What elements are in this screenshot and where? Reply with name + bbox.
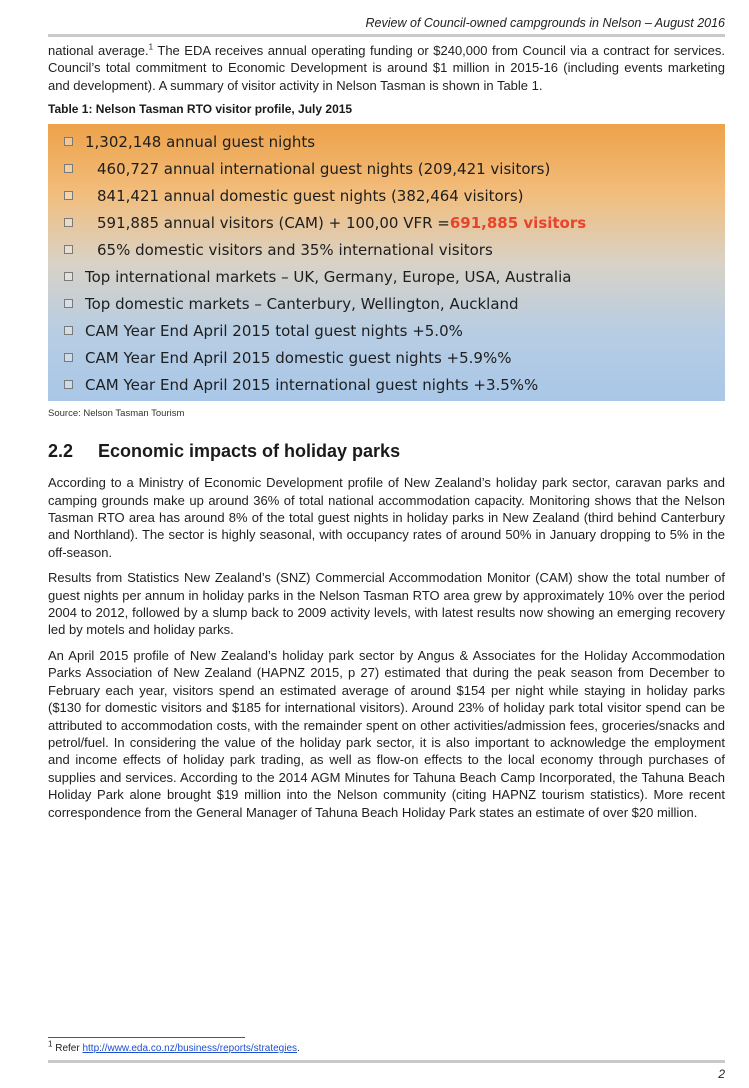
section-title: Economic impacts of holiday parks [98,441,401,462]
page-number: 2 [718,1067,725,1081]
footnote-divider [48,1037,245,1038]
square-bullet-icon [64,326,73,335]
square-bullet-icon [64,299,73,308]
profile-item-text: 65% domestic visitors and 35% international visitors [97,240,493,259]
footnote-number: 1 [48,1039,53,1049]
profile-item [64,155,725,182]
profile-item [64,344,725,371]
page-content [48,42,725,829]
profile-item [64,128,725,155]
square-bullet-icon [64,191,73,200]
square-bullet-icon [64,218,73,227]
profile-item-highlight: 691,885 visitors [449,213,587,232]
square-bullet-icon [64,272,73,281]
profile-item [64,317,725,344]
body-paragraph: Results from Statistics New Zealand’s (SNZ) Commercial Accommodation Monitor (CAM) show the total number of guest nights per annum in holiday parks in the Nelson Tasman RTO area grew by approximately 10% over the period 2004 to 2012, followed by a slump back to 2009 activity levels, with latest results now showing an emerging recovery led by motels and holiday parks. [48,570,725,638]
square-bullet-icon [64,353,73,362]
profile-item [64,209,725,236]
body-paragraph: An April 2015 profile of New Zealand’s holiday park sector by Angus & Associates for the Holiday Accommodation Parks Association of New Zealand (HAPNZ 2015, p 27) estimated that during the peak season from December to February each year, visitors spend an estimated average of around $154 per night while staying in holiday parks ($130 for domestic visitors and $185 for international visitors). Around 23% of holiday park total visitor spend can be attributed to accommodation costs, with the remainder spent on other activities/admission fees, groceries/snacks and petrol/fuel. In considering the value of the holiday park sector, it is also important to acknowledge the employment and income effects of holiday park trading, as well as flow-on effects to the local economy through purchases of supplies and services. According to the 2014 AGM Minutes for Tahuna Beach Camp Incorporated, the Tahuna Beach Holiday Park alone brought $19 million into the Nelson community (citing HAPNZ tourism statistics). More recent correspondence from the General Manager of Tahuna Beach Holiday Park states an estimate of over $20 million. [48,647,725,820]
header-divider [48,34,725,37]
footer-divider [48,1060,725,1063]
footnote [48,1039,300,1054]
profile-item [64,290,725,317]
footnote-reference[interactable]: 1 [148,42,154,52]
square-bullet-icon [64,245,73,254]
profile-item-text: Top domestic markets – Canterbury, Wellington, Auckland [85,294,519,313]
profile-item [64,371,725,398]
profile-item-text: 1,302,148 annual guest nights [85,132,316,151]
square-bullet-icon [64,137,73,146]
body-paragraph: According to a Ministry of Economic Development profile of New Zealand’s holiday park sector, caravan parks and camping grounds make up around 36% of total national accommodation capacity. Monitoring shows that the Nelson Tasman RTO area has around 8% of the total guest nights in holiday parks in New Zealand (third behind Canterbury and Northland). The sector is highly seasonal, with occupancy rates of around 50% in January dropping to 5% in the off-season. [48,475,725,560]
footnote-prefix: Refer [52,1043,83,1054]
intro-text-end: The EDA receives annual operating funding or $240,000 from Council via a contract for services. Council’s total commitment to Economic Development is around $1 million in 2015-16 (including events marketing and development). A summary of visitor activity in Nelson Tasman is shown in Table 1. [48,43,725,93]
intro-paragraph [48,42,725,94]
profile-item-text: 841,421 annual domestic guest nights (382,464 visitors) [97,186,524,205]
profile-item-text: CAM Year End April 2015 total guest nights +5.0% [85,321,463,340]
profile-item-text: 460,727 annual international guest nights (209,421 visitors) [97,159,551,178]
profile-item [64,236,725,263]
visitor-profile-table [48,124,725,401]
profile-item-text: 591,885 annual visitors (CAM) + 100,00 VFR = [97,213,450,232]
profile-item-text: Top international markets – UK, Germany, Europe, USA, Australia [85,267,572,286]
section-heading [48,441,725,462]
profile-item [64,263,725,290]
profile-item-text: CAM Year End April 2015 domestic guest nights +5.9%% [85,348,512,367]
profile-item [64,182,725,209]
running-header: Review of Council-owned campgrounds in Nelson – August 2016 [365,16,725,30]
square-bullet-icon [64,164,73,173]
table-caption: Table 1: Nelson Tasman RTO visitor profile, July 2015 [48,102,353,117]
table-source: Source: Nelson Tasman Tourism [48,408,185,420]
profile-item-text: CAM Year End April 2015 international guest nights +3.5%% [85,375,539,394]
square-bullet-icon [64,380,73,389]
section-number: 2.2 [48,441,74,462]
footnote-link[interactable]: http://www.eda.co.nz/business/reports/strategies [82,1043,298,1054]
intro-text-start: national average. [48,43,149,58]
footnote-suffix: . [297,1043,300,1054]
